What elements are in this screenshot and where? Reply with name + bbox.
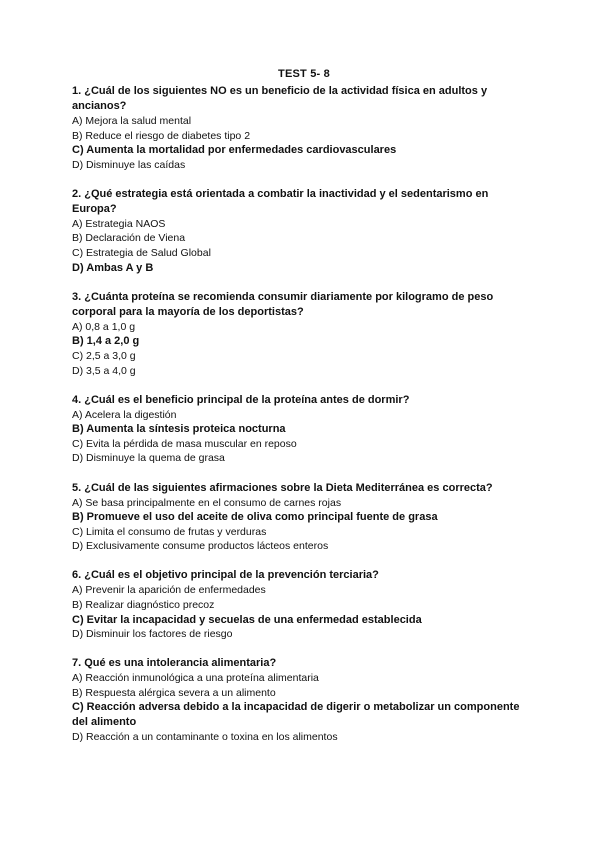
question-text: 5. ¿Cuál de las siguientes afirmaciones sobre la Dieta Mediterránea es correcta? — [72, 481, 493, 494]
answer-option: D) Disminuir los factores de riesgo — [72, 628, 233, 641]
answer-option: A) Estrategia NAOS — [72, 217, 166, 230]
correct-answer-option: C) Aumenta la mortalidad por enfermedades cardiovasculares — [72, 144, 397, 157]
answer-option: A) Prevenir la aparición de enfermedades — [72, 584, 266, 597]
answer-option: B) Realizar diagnóstico precoz — [72, 598, 215, 611]
answer-option: A) 0,8 a 1,0 g — [72, 320, 136, 333]
answer-option: B) Respuesta alérgica severa a un alimento — [72, 686, 276, 699]
question-block — [72, 84, 532, 172]
answer-option: B) Declaración de Viena — [72, 232, 186, 245]
correct-answer-option: C) Evitar la incapacidad y secuelas de una enfermedad establecida — [72, 613, 422, 626]
answer-option: D) Exclusivamente consume productos lácteos enteros — [72, 540, 329, 553]
answer-option: D) Reacción a un contaminante o toxina en los alimentos — [72, 730, 338, 743]
question-block — [72, 393, 532, 466]
answer-option: A) Reacción inmunológica a una proteína alimentaria — [72, 672, 319, 685]
question-block — [72, 481, 532, 554]
answer-option: C) Limita el consumo de frutas y verduras — [72, 525, 267, 538]
question-text: 6. ¿Cuál es el objetivo principal de la prevención terciaria? — [72, 569, 379, 582]
question-block — [72, 187, 532, 275]
answer-option: A) Mejora la salud mental — [72, 115, 192, 127]
test-title: TEST 5- 8 — [278, 68, 330, 80]
question-text: 7. Qué es una intolerancia alimentaria? — [72, 657, 277, 670]
answer-option: D) Disminuye las caídas — [72, 158, 186, 171]
question-text: 2. ¿Qué estrategia está orientada a combatir la inactividad y el sedentarismo en Europa? — [72, 187, 489, 215]
answer-option: B) Reduce el riesgo de diabetes tipo 2 — [72, 129, 251, 142]
answer-option: C) Estrategia de Salud Global — [72, 247, 211, 260]
question-block — [72, 290, 532, 378]
correct-answer-option: D) Ambas A y B — [72, 261, 154, 274]
answer-option: A) Acelera la digestión — [72, 408, 177, 421]
answer-option: C) 2,5 a 3,0 g — [72, 349, 136, 362]
correct-answer-option: B) Promueve el uso del aceite de oliva como principal fuente de grasa — [72, 511, 438, 524]
answer-option: D) Disminuye la quema de grasa — [72, 452, 225, 465]
correct-answer-option: C) Reacción adversa debido a la incapacidad de digerir o metabolizar un componente del alimento — [72, 701, 520, 729]
question-block — [72, 568, 532, 641]
question-block — [72, 656, 532, 744]
answer-option: D) 3,5 a 4,0 g — [72, 364, 136, 377]
question-text: 3. ¿Cuánta proteína se recomienda consumir diariamente por kilogramo de peso corporal para la mayoría de los deportistas? — [72, 290, 494, 318]
question-text: 4. ¿Cuál es el beneficio principal de la proteína antes de dormir? — [72, 393, 410, 406]
document-page — [72, 68, 532, 759]
correct-answer-option: B) 1,4 a 2,0 g — [72, 335, 140, 348]
question-text: 1. ¿Cuál de los siguientes NO es un beneficio de la actividad física en adultos y ancianos? — [72, 85, 488, 112]
answer-option: C) Evita la pérdida de masa muscular en reposo — [72, 437, 297, 450]
answer-option: A) Se basa principalmente en el consumo de carnes rojas — [72, 496, 342, 509]
correct-answer-option: B) Aumenta la síntesis proteica nocturna — [72, 423, 286, 436]
